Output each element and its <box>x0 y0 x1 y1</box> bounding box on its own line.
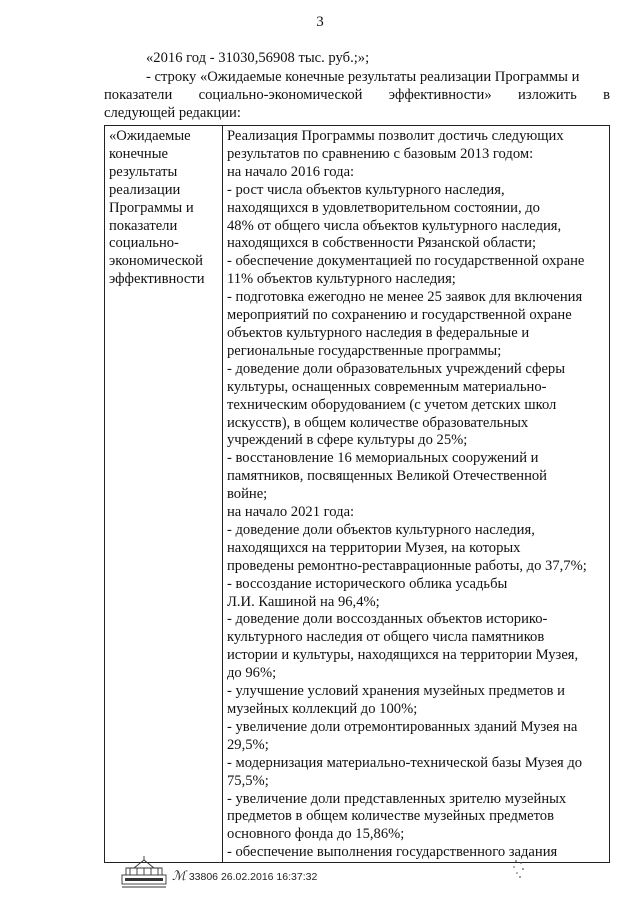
content-line: - обеспечение выполнения государственного задания <box>227 844 558 861</box>
content-line: на начало 2016 года: <box>227 163 355 180</box>
scan-mark-icon <box>510 858 530 880</box>
content-line: - воссоздание исторического облика усадьбы <box>227 575 508 592</box>
content-line: находящихся в удовлетворительном состоянии, до <box>227 199 540 216</box>
content-line: на начало 2021 года: <box>227 504 355 521</box>
content-line: основного фонда до 15,86%; <box>227 826 405 843</box>
content-line: объектов культурного наследия в федеральные и <box>227 324 530 341</box>
content-line: культуры, оснащенных современным материально- <box>227 378 547 395</box>
content-line: техническим оборудованием (с учетом детских школ <box>227 396 557 413</box>
content-line: культурного наследия от общего числа памятников <box>227 629 545 646</box>
page-number: 3 <box>316 14 324 30</box>
content-line: 48% от общего числа объектов культурного наследия, <box>227 217 562 234</box>
content-line: 75,5%; <box>227 772 269 789</box>
content-line: предметов в общем количестве музейных предметов <box>227 808 554 825</box>
content-line: проведены ремонтно-реставрационные работы, до 37,7%; <box>227 557 587 574</box>
table-row <box>105 126 610 863</box>
row-header-cell <box>105 126 223 863</box>
row-header-line: социально- <box>109 235 179 252</box>
document-registration-meta <box>172 869 317 884</box>
intro-line-3: показатели социально-экономической эффективности» изложить в <box>104 87 610 103</box>
content-line: результатов по сравнению с базовым 2013 годом: <box>227 145 534 162</box>
row-header-line: реализации <box>109 181 181 198</box>
content-line: - улучшение условий хранения музейных предметов и <box>227 683 565 700</box>
row-header-line: эффективности <box>109 271 205 288</box>
intro-line-4: следующей редакции: <box>104 105 241 121</box>
row-header-line: показатели <box>109 217 178 234</box>
doc-datetime: 26.02.2016 16:37:32 <box>220 871 318 883</box>
content-line: находящихся на территории Музея, на которых <box>227 539 521 556</box>
content-line: войне; <box>227 486 268 503</box>
content-line: - подготовка ежегодно не менее 25 заявок для включения <box>227 289 583 306</box>
content-line: 11% объектов культурного наследия; <box>227 271 456 288</box>
row-header-line: «Ожидаемые <box>109 128 191 144</box>
registry-seal-icon <box>120 855 168 889</box>
content-line: искусств), в общем количестве образовательных <box>227 414 529 431</box>
intro-line-2: - строку «Ожидаемые конечные результаты реализации Программы и <box>146 69 580 85</box>
row-header-line: результаты <box>109 163 178 180</box>
content-line: - обеспечение документацией по государственной охране <box>227 253 585 270</box>
row-header-line: конечные <box>109 145 169 162</box>
content-line: - увеличение доли представленных зрителю музейных <box>227 790 567 807</box>
content-line: - доведение доли образовательных учреждений сферы <box>227 360 566 377</box>
content-line: - модернизация материально-технической базы Музея до <box>227 754 583 771</box>
content-line: 29,5%; <box>227 736 269 753</box>
row-content-cell <box>223 126 610 863</box>
content-line: - доведение доли объектов культурного наследия, <box>227 521 535 538</box>
content-line: мероприятий по сохранению и государственной охране <box>227 307 572 324</box>
content-line: - доведение доли воссозданных объектов историко- <box>227 611 548 628</box>
content-line: Л.И. Кашиной на 96,4%; <box>227 593 380 610</box>
content-line: истории и культуры, находящихся на территории Музея, <box>227 647 579 664</box>
content-line: находящихся в собственности Рязанской области; <box>227 235 537 252</box>
content-line: памятников, посвященных Великой Отечественной <box>227 468 547 485</box>
content-line: - восстановление 16 мемориальных сооружений и <box>227 450 539 467</box>
content-line: - увеличение доли отремонтированных зданий Музея на <box>227 718 578 735</box>
content-line: музейных коллекций до 100%; <box>227 701 418 717</box>
program-results-table <box>104 125 610 863</box>
row-header-line: Программы и <box>109 199 194 216</box>
content-line: учреждений в сфере культуры до 25%; <box>227 432 468 449</box>
content-line: региональные государственные программы; <box>227 342 502 359</box>
document-footer <box>120 855 420 895</box>
signature-mark-icon: ℳ <box>172 869 186 884</box>
content-line: Реализация Программы позволит достичь следующих <box>227 128 564 144</box>
doc-number: 33806 <box>188 871 219 883</box>
row-header-line: экономической <box>109 253 203 270</box>
intro-line-1: «2016 год - 31030,56908 тыс. руб.;»; <box>146 50 370 66</box>
content-line: - рост числа объектов культурного наследия, <box>227 181 505 198</box>
content-line: до 96%; <box>227 665 277 682</box>
